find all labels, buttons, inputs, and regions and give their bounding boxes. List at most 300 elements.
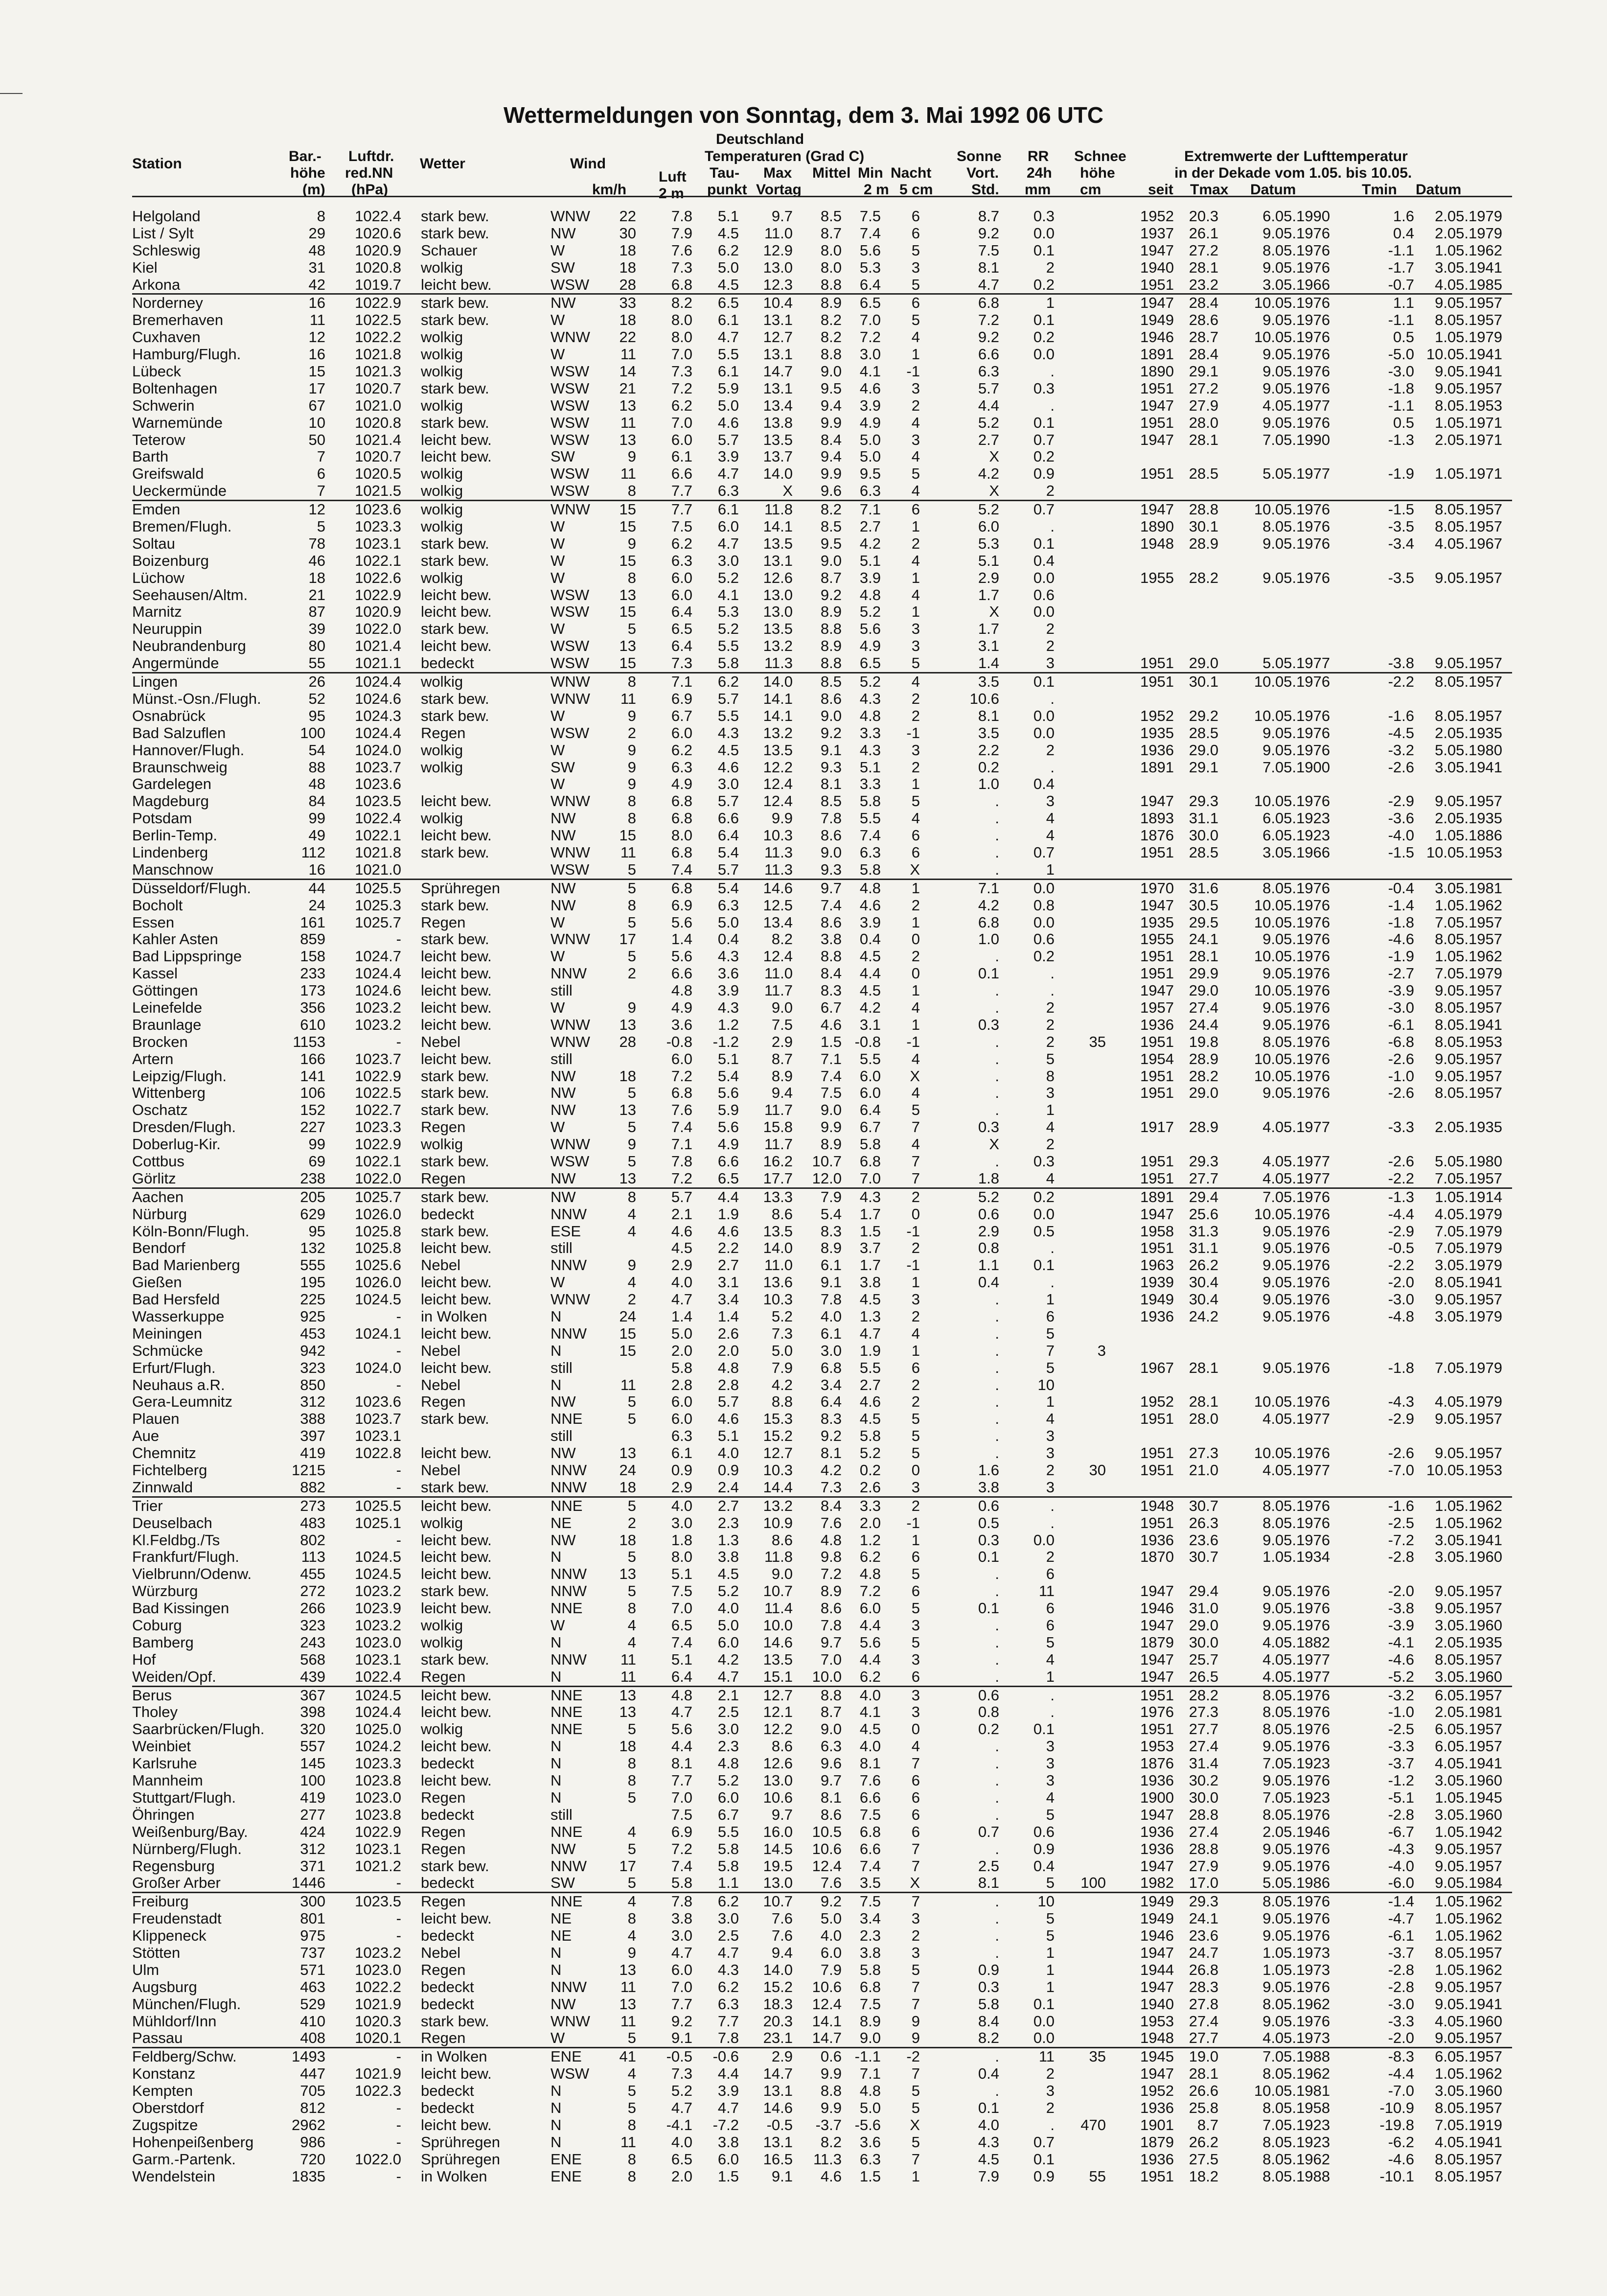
table-row [132,1274,1512,1291]
cell-sunshine: 4.3 [978,2133,999,2151]
cell-tmax-date: 5.05.1986 [1263,1874,1330,1892]
cell-wind-direction: N [551,1668,562,1685]
cell-min-2m: 6.7 [859,1118,881,1136]
cell-tmax: 23.6 [1189,1927,1218,1945]
cell-night-5cm: 5 [911,276,920,293]
cell-sunshine: . [995,1444,999,1462]
cell-wind-direction: ESE [551,1222,581,1240]
table-row [132,810,1512,827]
cell-dew-point: 4.5 [717,741,739,759]
cell-precipitation: 4 [1046,827,1055,844]
cell-dew-point: 4.1 [717,586,739,603]
cell-barometer-height: 266 [300,1600,325,1617]
cell-since-year: 1955 [1140,569,1174,586]
cell-min-2m: -5.6 [854,2116,881,2134]
table-row [132,1669,1512,1686]
cell-station: Bremen/Flugh. [132,518,232,535]
cell-tmax-date: 9.05.1976 [1263,414,1330,431]
cell-wind-direction: NW [551,294,576,312]
cell-sunshine: 4.0 [978,2116,999,2134]
header-kmh: km/h [592,182,627,198]
cell-since-year: 1951 [1140,1720,1174,1738]
cell-weather: Regen [421,913,466,931]
cell-barometer-height: 850 [300,1376,325,1393]
cell-wind-speed: 13 [619,1995,636,2013]
table-row [132,312,1512,329]
cell-min-2m: 4.2 [859,534,881,552]
cell-temp-air: 6.6 [671,465,692,483]
cell-sunshine: . [995,1410,999,1428]
cell-wind-speed: 15 [619,501,636,518]
cell-sunshine: 8.7 [978,208,999,225]
cell-sunshine: 7.2 [978,311,999,329]
cell-wind-direction: NNE [551,1686,583,1704]
cell-temp-air: 6.4 [671,1668,692,1685]
cell-since-year: 1947 [1140,1857,1174,1875]
cell-tmin: -2.9 [1388,1222,1414,1240]
cell-max-previous: 13.1 [763,379,793,397]
cell-tmin: -1.7 [1388,258,1414,276]
cell-tmin: -6.0 [1388,1874,1414,1892]
cell-mean: 6.1 [820,1324,842,1342]
cell-tmin-date: 10.05.1953 [1426,1461,1502,1479]
cell-night-5cm: X [910,1067,920,1085]
cell-tmax: 28.9 [1189,534,1218,552]
cell-min-2m: 6.2 [859,1668,881,1685]
cell-mean: 8.3 [820,982,842,999]
cell-weather: leicht bew. [421,1497,492,1514]
cell-weather: leicht bew. [421,431,492,448]
cell-weather: Nebel [421,1376,460,1393]
header-min-b: 2 m [864,182,889,198]
cell-barometer-height: 737 [300,1944,325,1961]
cell-tmin-date: 1.05.1962 [1435,1927,1502,1945]
cell-since-year: 1940 [1140,258,1174,276]
cell-weather: wolkig [421,1720,463,1738]
cell-min-2m: 6.4 [859,1101,881,1119]
cell-tmin: -2.5 [1388,1514,1414,1531]
cell-precipitation: 0.0 [1033,913,1055,931]
cell-temp-air: 7.3 [671,654,692,672]
cell-min-2m: 6.0 [859,1600,881,1617]
cell-wind-direction: N [551,1944,562,1961]
cell-since-year: 1936 [1140,1840,1174,1857]
cell-wind-speed: 13 [619,1703,636,1721]
cell-max-previous: 12.2 [763,1720,793,1738]
cell-weather: stark bew. [421,311,489,329]
cell-tmin: -2.8 [1388,1961,1414,1978]
cell-wind-speed: 41 [619,2048,636,2065]
cell-since-year: 1946 [1140,328,1174,346]
cell-night-5cm: 1 [911,569,920,586]
cell-weather: stark bew. [421,379,489,397]
cell-max-previous: 9.9 [771,810,793,827]
cell-tmin: -2.0 [1388,2029,1414,2047]
cell-min-2m: 7.5 [859,1806,881,1823]
cell-dew-point: 4.9 [717,1136,739,1153]
cell-night-5cm: 4 [911,1050,920,1067]
cell-weather: leicht bew. [421,1531,492,1549]
cell-wind-speed: 22 [619,328,636,346]
cell-sunshine: 4.4 [978,396,999,414]
cell-max-previous: 11.3 [764,843,793,861]
cell-night-5cm: 4 [911,448,920,465]
cell-station: Berus [132,1686,172,1704]
cell-precipitation: 2 [1046,1016,1055,1033]
cell-tmin-date: 3.05.1960 [1435,1806,1502,1823]
weather-table [132,208,1512,2185]
cell-dew-point: 3.1 [717,1274,739,1291]
cell-weather: wolkig [421,758,463,776]
cell-weather: stark bew. [421,224,489,242]
cell-tmax: 27.4 [1189,1823,1218,1840]
cell-tmax: 29.2 [1189,707,1218,724]
cell-min-2m: 5.6 [859,1633,881,1651]
cell-temp-air: 8.0 [671,1548,692,1566]
cell-weather: leicht bew. [421,965,492,982]
cell-temp-air: 7.5 [671,1582,692,1600]
cell-precipitation: 5 [1046,1633,1055,1651]
cell-pressure: 1020.7 [355,379,401,397]
cell-min-2m: 4.5 [859,1720,881,1738]
cell-wind-speed: 17 [619,1857,636,1875]
cell-weather: Regen [421,1961,466,1978]
cell-mean: 7.8 [820,1617,842,1634]
cell-min-2m: 7.4 [859,224,881,242]
cell-tmax-date: 8.05.1976 [1263,1497,1330,1514]
cell-min-2m: 5.8 [859,1961,881,1978]
cell-dew-point: 4.7 [717,1944,739,1961]
cell-max-previous: 13.2 [763,1497,793,1514]
cell-wind-speed: 11 [620,414,636,431]
cell-station: Großer Arber [132,1874,221,1892]
cell-barometer-height: 100 [300,724,325,742]
cell-dew-point: 5.9 [717,1101,739,1119]
table-row [132,2134,1512,2151]
table-row [132,638,1512,655]
cell-night-5cm: 1 [911,1016,920,1033]
cell-wind-speed: 9 [627,775,636,793]
cell-tmax: 26.2 [1189,2133,1218,2151]
cell-tmin-date: 3.05.1960 [1435,2082,1502,2100]
cell-weather: stark bew. [421,1582,489,1600]
cell-weather: stark bew. [421,1410,489,1428]
cell-max-previous: 11.3 [764,860,793,878]
table-row [132,1996,1512,2013]
cell-dew-point: 4.4 [717,2065,739,2083]
cell-mean: 8.4 [820,965,842,982]
cell-station: Potsdam [132,810,192,827]
cell-tmin-date: 9.05.1957 [1435,982,1502,999]
cell-station: Klippeneck [132,1927,207,1945]
cell-station: Schmücke [132,1342,203,1359]
cell-dew-point: 1.5 [717,2167,739,2185]
cell-min-2m: 4.3 [859,1188,881,1206]
cell-min-2m: 8.9 [859,2012,881,2030]
header-rr-b: 24h [1027,165,1052,181]
cell-sunshine: 6.6 [978,346,999,363]
cell-pressure: 1021.8 [355,843,401,861]
cell-night-5cm: 2 [911,1308,920,1325]
table-row [132,1445,1512,1462]
cell-max-previous: 14.6 [763,2099,793,2116]
cell-night-5cm: 4 [911,998,920,1016]
cell-station: Gießen [132,1274,182,1291]
cell-min-2m: 3.3 [859,775,881,793]
cell-tmax-date: 10.05.1976 [1254,913,1330,931]
cell-tmin: 0.5 [1393,414,1414,431]
cell-weather: bedeckt [421,1874,474,1892]
cell-max-previous: 11.7 [764,1101,793,1119]
cell-wind-speed: 15 [619,654,636,672]
cell-max-previous: 7.5 [771,1016,793,1033]
cell-tmax-date: 8.05.1976 [1263,1514,1330,1531]
cell-tmin: -3.7 [1388,1944,1414,1961]
cell-tmax: 21.0 [1189,1461,1218,1479]
cell-since-year: 1947 [1140,1582,1174,1600]
table-row [132,948,1512,965]
cell-tmin-date: 9.05.1957 [1435,1978,1502,1995]
cell-station: Karlsruhe [132,1755,197,1772]
cell-weather: leicht bew. [421,1050,492,1067]
cell-temp-air: 7.4 [671,1857,692,1875]
cell-tmax-date: 7.05.1923 [1263,1755,1330,1772]
cell-barometer-height: 447 [300,2065,325,2083]
table-row [132,1600,1512,1617]
cell-temp-air: 3.6 [671,1016,692,1033]
table-row [132,1686,1512,1704]
cell-min-2m: 6.6 [859,1840,881,1857]
cell-mean: 9.9 [820,414,842,431]
cell-max-previous: 15.2 [763,1978,793,1995]
cell-mean: 9.7 [820,1633,842,1651]
cell-dew-point: 2.6 [717,1324,739,1342]
cell-precipitation: 1 [1046,1944,1055,1961]
cell-wind-direction: N [551,2116,562,2134]
cell-sunshine: . [995,1033,999,1050]
cell-pressure: 1020.9 [355,241,401,259]
cell-sunshine: . [995,1617,999,1634]
cell-wind-direction: NNW [551,1565,587,1583]
cell-weather: stark bew. [421,1650,489,1668]
cell-wind-direction: NW [551,1169,576,1187]
cell-temp-air: 6.2 [671,534,692,552]
cell-precipitation: 4 [1046,810,1055,827]
cell-barometer-height: 1215 [292,1461,325,1479]
cell-mean: 6.3 [820,1738,842,1755]
cell-weather: leicht bew. [421,1239,492,1257]
cell-since-year: 1891 [1140,346,1174,363]
cell-temp-air: 9.1 [671,2029,692,2047]
cell-tmin-date: 9.05.1957 [1435,1410,1502,1428]
table-row [132,242,1512,259]
cell-precipitation: 0.2 [1033,948,1055,965]
cell-since-year: 1951 [1140,1169,1174,1187]
cell-wind-speed: 5 [627,1393,636,1411]
cell-precipitation: 1 [1046,1291,1055,1308]
cell-tmax-date: 9.05.1976 [1263,1772,1330,1789]
cell-barometer-height: 145 [300,1755,325,1772]
cell-night-5cm: 9 [911,2012,920,2030]
cell-pressure: 1022.7 [355,1101,401,1119]
cell-since-year: 1955 [1140,930,1174,948]
cell-pressure: 1023.0 [355,1961,401,1978]
table-row [132,982,1512,999]
cell-night-5cm: 2 [911,1376,920,1393]
cell-precipitation: 0.0 [1033,224,1055,242]
header-sonne-b: Vort. [966,165,999,181]
cell-temp-air: 9.2 [671,2012,692,2030]
cell-tmin-date: 4.05.1941 [1435,2133,1502,2151]
table-row [132,999,1512,1017]
cell-dew-point: 5.5 [717,346,739,363]
cell-precipitation: 4 [1046,1650,1055,1668]
cell-since-year: 1949 [1140,1893,1174,1910]
cell-sunshine: 7.9 [978,2167,999,2185]
cell-night-5cm: 3 [911,258,920,276]
cell-precipitation: 0.0 [1033,1205,1055,1223]
cell-tmin-date: 8.05.1957 [1435,2150,1502,2168]
cell-min-2m: 4.6 [859,379,881,397]
cell-precipitation: . [1050,1686,1055,1704]
cell-min-2m: 7.1 [859,501,881,518]
cell-wind-direction: N [551,1376,562,1393]
cell-mean: 8.5 [820,208,842,225]
cell-tmax-date: 4.05.1977 [1263,1169,1330,1187]
cell-weather: wolkig [421,482,463,500]
table-row [132,672,1512,691]
cell-sunshine: 0.2 [978,758,999,776]
cell-min-2m: 6.3 [859,2150,881,2168]
cell-wind-direction: SW [551,758,575,776]
cell-wind-direction: W [551,1617,565,1634]
cell-max-previous: 15.2 [763,1427,793,1445]
cell-since-year: 1879 [1140,2133,1174,2151]
cell-barometer-height: 571 [300,1961,325,1978]
cell-tmin-date: 7.05.1919 [1435,2116,1502,2134]
cell-tmin: -7.2 [1388,1531,1414,1549]
cell-since-year: 1951 [1140,673,1174,691]
cell-since-year: 1951 [1140,465,1174,483]
cell-since-year: 1967 [1140,1359,1174,1376]
cell-pressure: 1023.2 [355,1944,401,1961]
cell-max-previous: 13.0 [763,603,793,621]
cell-min-2m: 5.1 [859,552,881,569]
cell-temp-air: 7.7 [671,1995,692,2013]
cell-wind-direction: NNE [551,1703,583,1721]
cell-station: Doberlug-Kir. [132,1136,221,1153]
cell-tmin-date: 1.05.1962 [1435,948,1502,965]
cell-tmax: 31.1 [1189,1239,1218,1257]
cell-weather: stark bew. [421,1084,489,1102]
cell-tmin: -6.8 [1388,1033,1414,1050]
cell-mean: 9.5 [820,534,842,552]
cell-temp-air: 6.4 [671,603,692,621]
cell-min-2m: 4.5 [859,982,881,999]
table-row [132,1617,1512,1634]
cell-wind-speed: 11 [620,1668,636,1685]
cell-tmax-date: 9.05.1976 [1263,1600,1330,1617]
cell-mean: 11.3 [813,2150,842,2168]
cell-mean: 7.6 [820,1874,842,1892]
cell-dew-point: 4.5 [717,224,739,242]
cell-tmin: -8.3 [1388,2048,1414,2065]
cell-mean: 4.8 [820,1531,842,1549]
cell-night-5cm: -1 [906,1514,920,1531]
cell-wind-speed: 13 [619,396,636,414]
cell-pressure: 1024.4 [355,1703,401,1721]
cell-since-year: 1958 [1140,1222,1174,1240]
cell-pressure: - [396,2167,401,2185]
cell-tmax-date: 10.05.1976 [1254,1393,1330,1411]
cell-tmin-date: 9.05.1957 [1435,379,1502,397]
cell-wind-direction: W [551,2029,565,2047]
cell-tmax-date: 9.05.1976 [1263,741,1330,759]
cell-tmax: 24.1 [1189,930,1218,948]
cell-wind-speed: 5 [627,1118,636,1136]
cell-dew-point: 6.1 [717,363,739,380]
header-deutschland: Deutschland [715,131,804,147]
cell-wind-direction: NW [551,827,576,844]
cell-pressure: 1023.6 [355,1393,401,1411]
cell-tmin: 1.1 [1393,294,1414,312]
cell-barometer-height: 367 [300,1686,325,1704]
cell-mean: 10.6 [812,1978,842,1995]
cell-pressure: 1022.9 [355,1136,401,1153]
cell-dew-point: 5.6 [717,1084,739,1102]
cell-min-2m: 3.3 [859,1497,881,1514]
cell-pressure: - [396,1308,401,1325]
cell-night-5cm: 0 [911,1461,920,1479]
cell-tmin-date: 9.05.1957 [1435,1840,1502,1857]
cell-tmin: -10.1 [1379,2167,1414,2185]
cell-pressure: 1022.1 [355,552,401,569]
cell-tmax: 28.1 [1189,948,1218,965]
cell-min-2m: 7.4 [859,827,881,844]
cell-tmin: -3.0 [1388,363,1414,380]
cell-tmin: -3.5 [1388,569,1414,586]
cell-barometer-height: 106 [300,1084,325,1102]
cell-station: Barth [132,448,169,465]
cell-station: List / Sylt [132,224,194,242]
cell-tmin-date: 1.05.1962 [1435,896,1502,914]
cell-sunshine: 3.1 [978,637,999,655]
cell-barometer-height: 17 [308,379,325,397]
cell-since-year: 1952 [1140,1393,1174,1411]
cell-tmax: 27.2 [1189,379,1218,397]
cell-pressure: 1022.9 [355,1823,401,1840]
cell-max-previous: 9.4 [771,1944,793,1961]
punch-mark [0,93,23,94]
cell-tmax-date: 8.05.1976 [1263,1720,1330,1738]
cell-night-5cm: 7 [911,1840,920,1857]
cell-barometer-height: 453 [300,1324,325,1342]
cell-tmin-date: 3.05.1960 [1435,1548,1502,1566]
cell-weather: leicht bew. [421,1359,492,1376]
cell-night-5cm: 3 [911,1291,920,1308]
cell-tmin: -5.1 [1388,1788,1414,1806]
cell-night-5cm: 6 [911,501,920,518]
cell-weather: wolkig [421,569,463,586]
cell-mean: 9.6 [820,1755,842,1772]
cell-pressure: 1022.1 [355,1152,401,1170]
cell-wind-speed: 5 [627,948,636,965]
cell-precipitation: 2 [1046,620,1055,638]
cell-max-previous: 10.0 [763,1617,793,1634]
cell-barometer-height: 243 [300,1633,325,1651]
cell-temp-air: 7.8 [671,1152,692,1170]
cell-night-5cm: 6 [911,1823,920,1840]
